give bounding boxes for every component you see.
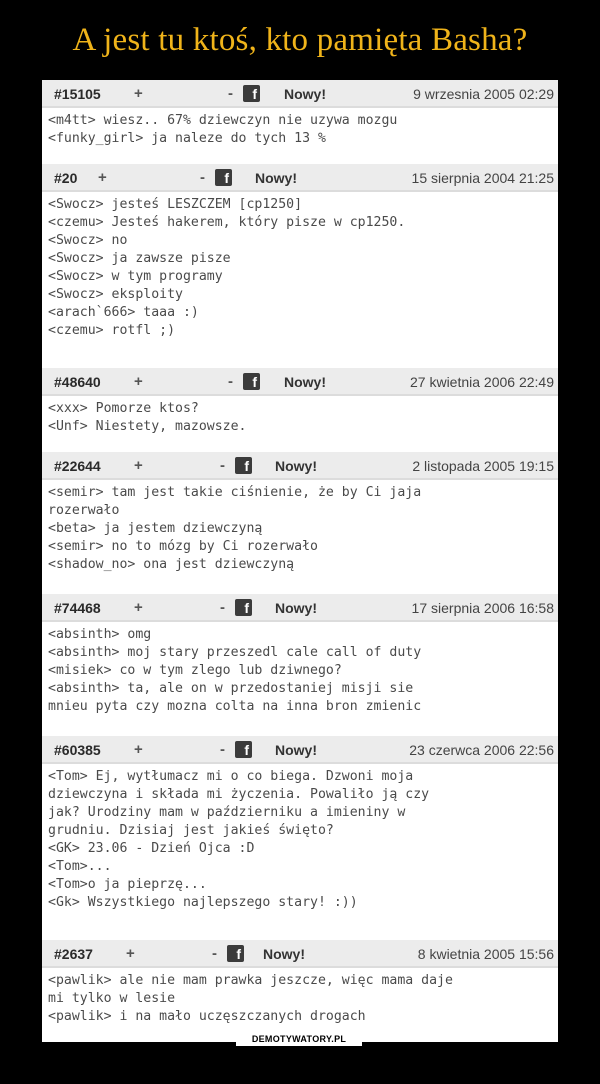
quote-date: 23 czerwca 2006 22:56 [409,742,554,758]
quote-line: <czemu> rotfl ;) [48,323,176,338]
vote-up-button[interactable]: + [98,169,107,186]
quote-id-link[interactable]: #20 [54,170,78,186]
quote-line: <pawlik> ale nie mam prawka jeszcze, więc mama daje [48,973,453,988]
quote-line: <Swocz> eksploity [48,287,183,302]
quote-text [42,108,558,148]
quote-line: <Tom>... [48,859,112,874]
quote-line: <Swocz> jesteś LESZCZEM [cp1250] [48,197,303,212]
quote-text [42,622,558,716]
vote-down-button[interactable]: - [200,169,205,186]
quote-item [42,368,558,436]
quote-date: 9 wrzesnia 2005 02:29 [413,86,554,102]
quote-text [42,968,558,1026]
quote-line: grudniu. Dzisiaj jest jakieś święto? [48,823,334,838]
quote-line: <Tom>o ja pieprzę... [48,877,207,892]
brand-watermark: DEMOTYWATORY.PL [236,1032,362,1046]
quote-line: <pawlik> i na mało uczęszczanych drogach [48,1009,366,1024]
quote-line: <semir> no to mózg by Ci rozerwało [48,539,318,554]
quote-date: 27 kwietnia 2006 22:49 [410,374,554,390]
quote-item [42,164,558,340]
new-badge: Nowy! [275,742,317,758]
quote-item [42,80,558,148]
quote-id-link[interactable]: #60385 [54,742,101,758]
quote-line: <absinth> omg [48,627,152,642]
vote-down-button[interactable]: - [228,373,233,390]
quote-line: <m4tt> wiesz.. 67% dziewczyn nie uzywa mozgu [48,113,398,128]
vote-up-button[interactable]: + [134,373,143,390]
vote-up-button[interactable]: + [134,741,143,758]
quote-line: <Gk> Wszystkiego najlepszego stary! :)) [48,895,358,910]
facebook-icon[interactable]: f [235,457,252,474]
quote-line: <GK> 23.06 - Dzień Ojca :D [48,841,255,856]
quote-line: <absinth> ta, ale on w przedostaniej misji sie [48,681,414,696]
quote-line: <Swocz> ja zawsze pisze [48,251,231,266]
new-badge: Nowy! [284,86,326,102]
quote-line: mi tylko w lesie [48,991,176,1006]
quote-header [42,940,558,968]
new-badge: Nowy! [275,600,317,616]
quote-item [42,940,558,1026]
quote-line: jak? Urodziny mam w październiku a imieniny w [48,805,406,820]
quote-item [42,452,558,574]
quote-line: <absinth> moj stary przeszedl cale call of duty [48,645,422,660]
quote-header [42,594,558,622]
quote-id-link[interactable]: #2637 [54,946,93,962]
quote-line: <arach`666> taaa :) [48,305,199,320]
quote-line: <czemu> Jesteś hakerem, który pisze w cp1250. [48,215,406,230]
page-title: A jest tu ktoś, kto pamięta Basha? [72,22,528,58]
vote-up-button[interactable]: + [126,945,135,962]
facebook-icon[interactable]: f [235,741,252,758]
quote-line: <Swocz> no [48,233,128,248]
new-badge: Nowy! [255,170,297,186]
quote-date: 17 sierpnia 2006 16:58 [411,600,554,616]
quote-line: <semir> tam jest takie ciśnienie, że by Ci jaja [48,485,422,500]
quote-text [42,764,558,912]
quote-line: <Unf> Niestety, mazowsze. [48,419,247,434]
quote-line: <Swocz> w tym programy [48,269,223,284]
vote-up-button[interactable]: + [134,85,143,102]
quote-id-link[interactable]: #22644 [54,458,101,474]
quote-date: 2 listopada 2005 19:15 [412,458,554,474]
quote-line: <Tom> Ej, wytłumacz mi o co biega. Dzwoni moja [48,769,414,784]
quote-line: rozerwało [48,503,120,518]
quote-text [42,192,558,340]
quote-line: <beta> ja jestem dziewczyną [48,521,263,536]
quote-item [42,594,558,716]
vote-up-button[interactable]: + [134,457,143,474]
quote-date: 8 kwietnia 2005 15:56 [417,946,554,962]
vote-up-button[interactable]: + [134,599,143,616]
quote-line: <funky_girl> ja naleze do tych 13 % [48,131,326,146]
quote-header [42,164,558,192]
facebook-icon[interactable]: f [235,599,252,616]
quote-line: dziewczyna i składa mi życzenia. Powaliło ją czy [48,787,430,802]
vote-down-button[interactable]: - [220,599,225,616]
quote-header [42,80,558,108]
facebook-icon[interactable]: f [215,169,232,186]
quote-id-link[interactable]: #48640 [54,374,101,390]
quote-id-link[interactable]: #74468 [54,600,101,616]
quote-header [42,736,558,764]
quote-text [42,396,558,436]
quote-item [42,736,558,912]
vote-down-button[interactable]: - [220,741,225,758]
facebook-icon[interactable]: f [243,85,260,102]
quotes-panel [42,80,558,1042]
facebook-icon[interactable]: f [243,373,260,390]
quote-line: <shadow_no> ona jest dziewczyną [48,557,295,572]
vote-down-button[interactable]: - [212,945,217,962]
new-badge: Nowy! [263,946,305,962]
quote-header [42,452,558,480]
quote-header [42,368,558,396]
quote-text [42,480,558,574]
vote-down-button[interactable]: - [228,85,233,102]
quote-date: 15 sierpnia 2004 21:25 [411,170,554,186]
quote-id-link[interactable]: #15105 [54,86,101,102]
new-badge: Nowy! [284,374,326,390]
quote-line: mnieu pyta czy mozna colta na inna bron zmienic [48,699,422,714]
facebook-icon[interactable]: f [227,945,244,962]
vote-down-button[interactable]: - [220,457,225,474]
quote-line: <misiek> co w tym zlego lub dziwnego? [48,663,342,678]
quote-line: <xxx> Pomorze ktos? [48,401,199,416]
new-badge: Nowy! [275,458,317,474]
